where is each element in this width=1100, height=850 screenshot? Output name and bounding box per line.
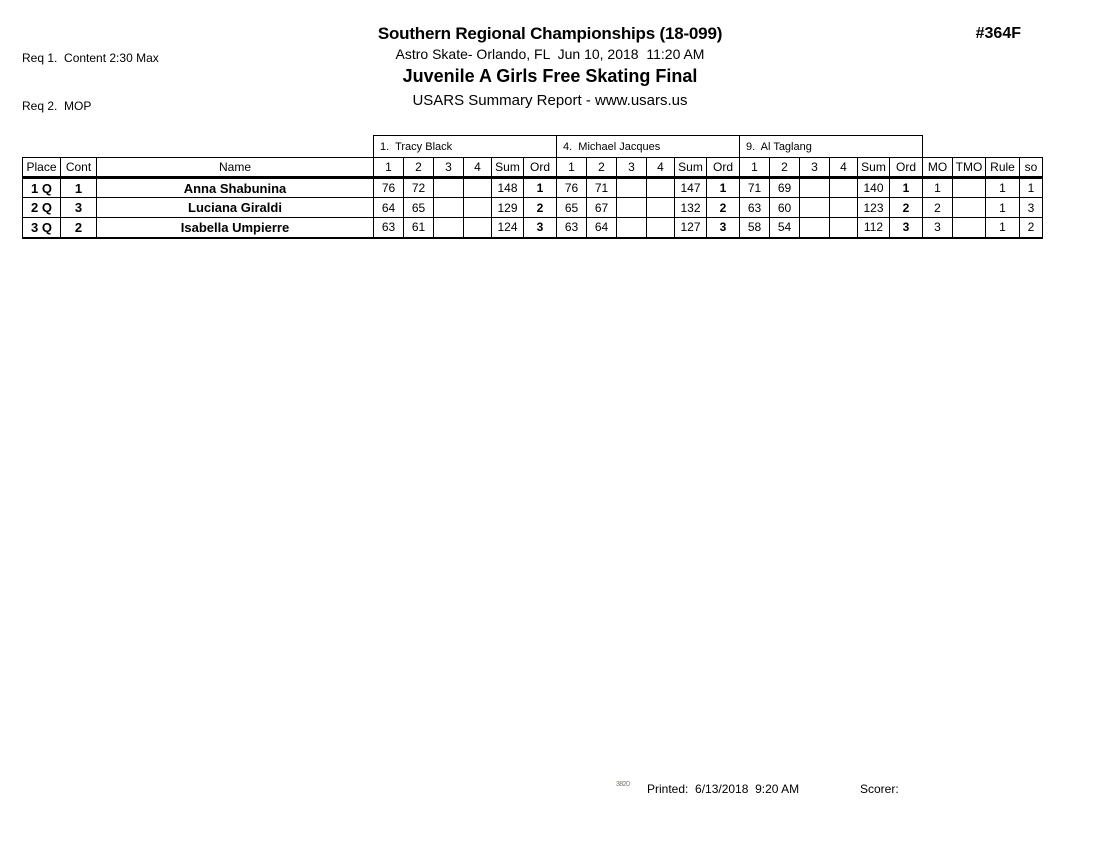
score-cell: 76 [557, 178, 587, 198]
judges-row-spacer-right [923, 136, 1043, 158]
scorer-label: Scorer: [860, 782, 899, 796]
judge-3-name: 9. Al Taglang [740, 136, 923, 158]
so-cell: 3 [1020, 198, 1043, 218]
sum-cell: 140 [858, 178, 890, 198]
sum-cell: 123 [858, 198, 890, 218]
score-cell: 54 [770, 218, 800, 238]
column-header-row [23, 158, 1043, 178]
col-header-score: 1 [557, 158, 587, 178]
col-header-sum: Sum [492, 158, 524, 178]
mo-cell: 2 [923, 198, 953, 218]
mo-cell: 3 [923, 218, 953, 238]
score-cell: 71 [740, 178, 770, 198]
sum-cell: 148 [492, 178, 524, 198]
score-cell: 65 [557, 198, 587, 218]
col-header-name: Name [97, 158, 374, 178]
score-cell [800, 218, 830, 238]
score-cell [800, 198, 830, 218]
col-header-score: 2 [587, 158, 617, 178]
place-cell: 3 Q [23, 218, 61, 238]
sum-cell: 124 [492, 218, 524, 238]
score-cell: 63 [740, 198, 770, 218]
score-cell [647, 178, 675, 198]
judges-row-spacer-left [23, 136, 374, 158]
score-cell: 72 [404, 178, 434, 198]
tmo-cell [953, 218, 986, 238]
score-cell [434, 178, 464, 198]
sum-cell: 127 [675, 218, 707, 238]
rule-cell: 1 [986, 218, 1020, 238]
ord-cell: 1 [707, 178, 740, 198]
col-header-score: 3 [617, 158, 647, 178]
col-header-score: 1 [740, 158, 770, 178]
score-cell [830, 218, 858, 238]
col-header-sum: Sum [675, 158, 707, 178]
score-cell [617, 178, 647, 198]
venue-date-line: Astro Skate- Orlando, FL Jun 10, 2018 11:20 AM [395, 46, 705, 62]
skater-name-cell: Isabella Umpierre [97, 218, 374, 238]
score-cell: 71 [587, 178, 617, 198]
footer-code: 3820 [616, 781, 630, 788]
col-header-score: 4 [830, 158, 858, 178]
score-cell: 63 [374, 218, 404, 238]
col-header-score: 3 [800, 158, 830, 178]
ord-cell: 3 [707, 218, 740, 238]
ord-cell: 1 [890, 178, 923, 198]
place-cell: 2 Q [23, 198, 61, 218]
col-header-ord: Ord [524, 158, 557, 178]
mo-cell: 1 [923, 178, 953, 198]
ord-cell: 2 [890, 198, 923, 218]
tmo-cell [953, 198, 986, 218]
report-type-line: USARS Summary Report - www.usars.us [412, 92, 688, 109]
col-header-score: 1 [374, 158, 404, 178]
ord-cell: 3 [524, 218, 557, 238]
result-row [23, 178, 1043, 198]
score-cell [617, 198, 647, 218]
ord-cell: 2 [707, 198, 740, 218]
score-cell [647, 198, 675, 218]
score-cell [464, 178, 492, 198]
score-cell: 76 [374, 178, 404, 198]
contestant-number-cell: 3 [61, 198, 97, 218]
col-header-ord: Ord [707, 158, 740, 178]
event-number: #364F [975, 25, 1021, 42]
score-cell [830, 198, 858, 218]
col-header-cont: Cont [61, 158, 97, 178]
col-header-place: Place [23, 158, 61, 178]
req-line-2: Req 2. MOP [22, 99, 92, 113]
col-header-score: 4 [464, 158, 492, 178]
score-cell [830, 178, 858, 198]
sum-cell: 147 [675, 178, 707, 198]
col-header-so: so [1020, 158, 1043, 178]
judges-header-row [23, 136, 1043, 158]
event-title: Juvenile A Girls Free Skating Final [402, 66, 698, 86]
score-cell [647, 218, 675, 238]
col-header-sum: Sum [858, 158, 890, 178]
sum-cell: 112 [858, 218, 890, 238]
score-cell [617, 218, 647, 238]
results-table [22, 135, 1043, 239]
tmo-cell [953, 178, 986, 198]
score-cell: 67 [587, 198, 617, 218]
sum-cell: 129 [492, 198, 524, 218]
score-cell [464, 218, 492, 238]
score-cell: 60 [770, 198, 800, 218]
rule-cell: 1 [986, 198, 1020, 218]
score-cell [434, 198, 464, 218]
score-cell: 64 [374, 198, 404, 218]
score-cell: 58 [740, 218, 770, 238]
score-cell: 69 [770, 178, 800, 198]
so-cell: 2 [1020, 218, 1043, 238]
skater-name-cell: Anna Shabunina [97, 178, 374, 198]
req-line-1: Req 1. Content 2:30 Max [22, 51, 159, 65]
sum-cell: 132 [675, 198, 707, 218]
result-row [23, 198, 1043, 218]
report-header [0, 23, 1100, 113]
col-header-tmo: TMO [953, 158, 986, 178]
score-cell: 61 [404, 218, 434, 238]
col-header-score: 4 [647, 158, 675, 178]
judge-2-name: 4. Michael Jacques [557, 136, 740, 158]
col-header-mo: MO [923, 158, 953, 178]
contestant-number-cell: 2 [61, 218, 97, 238]
col-header-rule: Rule [986, 158, 1020, 178]
ord-cell: 2 [524, 198, 557, 218]
col-header-score: 2 [770, 158, 800, 178]
col-header-score: 2 [404, 158, 434, 178]
col-header-ord: Ord [890, 158, 923, 178]
skater-name-cell: Luciana Giraldi [97, 198, 374, 218]
score-cell: 63 [557, 218, 587, 238]
col-header-score: 3 [434, 158, 464, 178]
score-cell: 65 [404, 198, 434, 218]
result-row [23, 218, 1043, 238]
ord-cell: 3 [890, 218, 923, 238]
judge-1-name: 1. Tracy Black [374, 136, 557, 158]
score-cell [434, 218, 464, 238]
score-cell [800, 178, 830, 198]
so-cell: 1 [1020, 178, 1043, 198]
score-cell [464, 198, 492, 218]
place-cell: 1 Q [23, 178, 61, 198]
ord-cell: 1 [524, 178, 557, 198]
rule-cell: 1 [986, 178, 1020, 198]
contestant-number-cell: 1 [61, 178, 97, 198]
printed-timestamp: Printed: 6/13/2018 9:20 AM [647, 782, 800, 796]
score-cell: 64 [587, 218, 617, 238]
competition-title: Southern Regional Championships (18-099) [377, 24, 723, 43]
